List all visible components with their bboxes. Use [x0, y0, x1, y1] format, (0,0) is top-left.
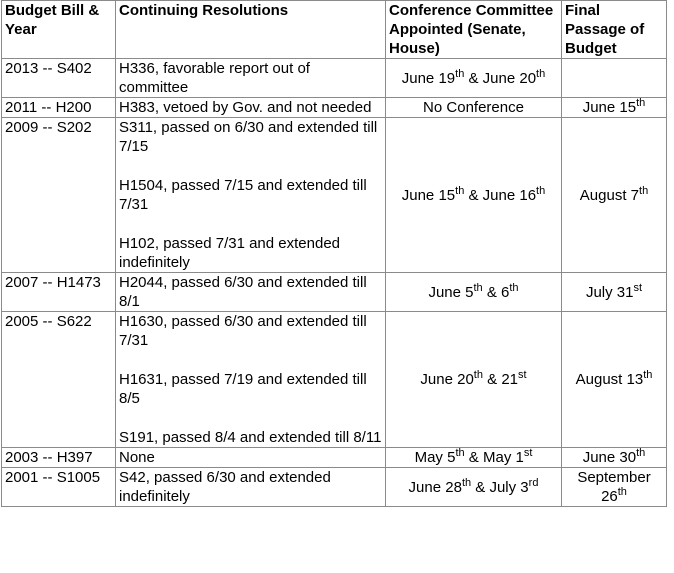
- cell-continuing-resolutions: [116, 448, 386, 468]
- cell-continuing-resolutions: [116, 468, 386, 507]
- cell-final-passage: [562, 59, 667, 98]
- cell-continuing-resolutions: [116, 118, 386, 273]
- cell-final-passage: June 30th: [562, 448, 667, 468]
- table-row: [2, 118, 667, 273]
- cell-budget-bill: 2009 -- S202: [2, 118, 116, 273]
- header-row: [2, 1, 667, 59]
- resolution-entry: H1631, passed 7/19 and extended till 8/5: [119, 371, 367, 407]
- resolution-entry: S311, passed on 6/30 and extended till 7/15: [119, 119, 378, 155]
- cell-final-passage: September 26th: [562, 468, 667, 507]
- cell-budget-bill: 2011 -- H200: [2, 98, 116, 118]
- resolution-entry: H1630, passed 6/30 and extended till 7/31: [119, 313, 367, 349]
- table-row: [2, 273, 667, 312]
- header-continuing-resolutions: Continuing Resolutions: [116, 1, 386, 59]
- header-final-passage: Final Passage of Budget: [562, 1, 667, 59]
- resolution-entry: H2044, passed 6/30 and extended till 8/1: [119, 274, 367, 310]
- cell-conference-committee: June 19th & June 20th: [386, 59, 562, 98]
- cell-final-passage: August 13th: [562, 312, 667, 448]
- resolution-entry: S191, passed 8/4 and extended till 8/11: [119, 429, 382, 446]
- cell-conference-committee: May 5th & May 1st: [386, 448, 562, 468]
- resolution-entry: H102, passed 7/31 and extended indefinitely: [119, 235, 341, 271]
- cell-conference-committee: June 28th & July 3rd: [386, 468, 562, 507]
- resolution-entry: None: [119, 449, 155, 466]
- cell-final-passage: July 31st: [562, 273, 667, 312]
- header-budget-bill-year: Budget Bill & Year: [2, 1, 116, 59]
- resolution-entry: H1504, passed 7/15 and extended till 7/31: [119, 177, 367, 213]
- cell-continuing-resolutions: [116, 98, 386, 118]
- cell-budget-bill: 2007 -- H1473: [2, 273, 116, 312]
- table-row: [2, 312, 667, 448]
- table-row: [2, 98, 667, 118]
- table-row: [2, 448, 667, 468]
- cell-continuing-resolutions: [116, 273, 386, 312]
- resolution-entry: S42, passed 6/30 and extended indefinitely: [119, 469, 331, 505]
- cell-final-passage: June 15th: [562, 98, 667, 118]
- cell-continuing-resolutions: [116, 312, 386, 448]
- cell-budget-bill: 2005 -- S622: [2, 312, 116, 448]
- table-row: [2, 59, 667, 98]
- budget-history-table: [1, 0, 667, 507]
- cell-continuing-resolutions: [116, 59, 386, 98]
- header-conference-committee: Conference Committee Appointed (Senate, House): [386, 1, 562, 59]
- cell-final-passage: August 7th: [562, 118, 667, 273]
- table-row: [2, 468, 667, 507]
- cell-conference-committee: June 15th & June 16th: [386, 118, 562, 273]
- cell-conference-committee: June 20th & 21st: [386, 312, 562, 448]
- cell-conference-committee: June 5th & 6th: [386, 273, 562, 312]
- cell-budget-bill: 2003 -- H397: [2, 448, 116, 468]
- cell-conference-committee: No Conference: [386, 98, 562, 118]
- cell-budget-bill: 2001 -- S1005: [2, 468, 116, 507]
- cell-budget-bill: 2013 -- S402: [2, 59, 116, 98]
- resolution-entry: H336, favorable report out of committee: [119, 60, 310, 96]
- resolution-entry: H383, vetoed by Gov. and not needed: [119, 99, 372, 116]
- table-body: [2, 59, 667, 507]
